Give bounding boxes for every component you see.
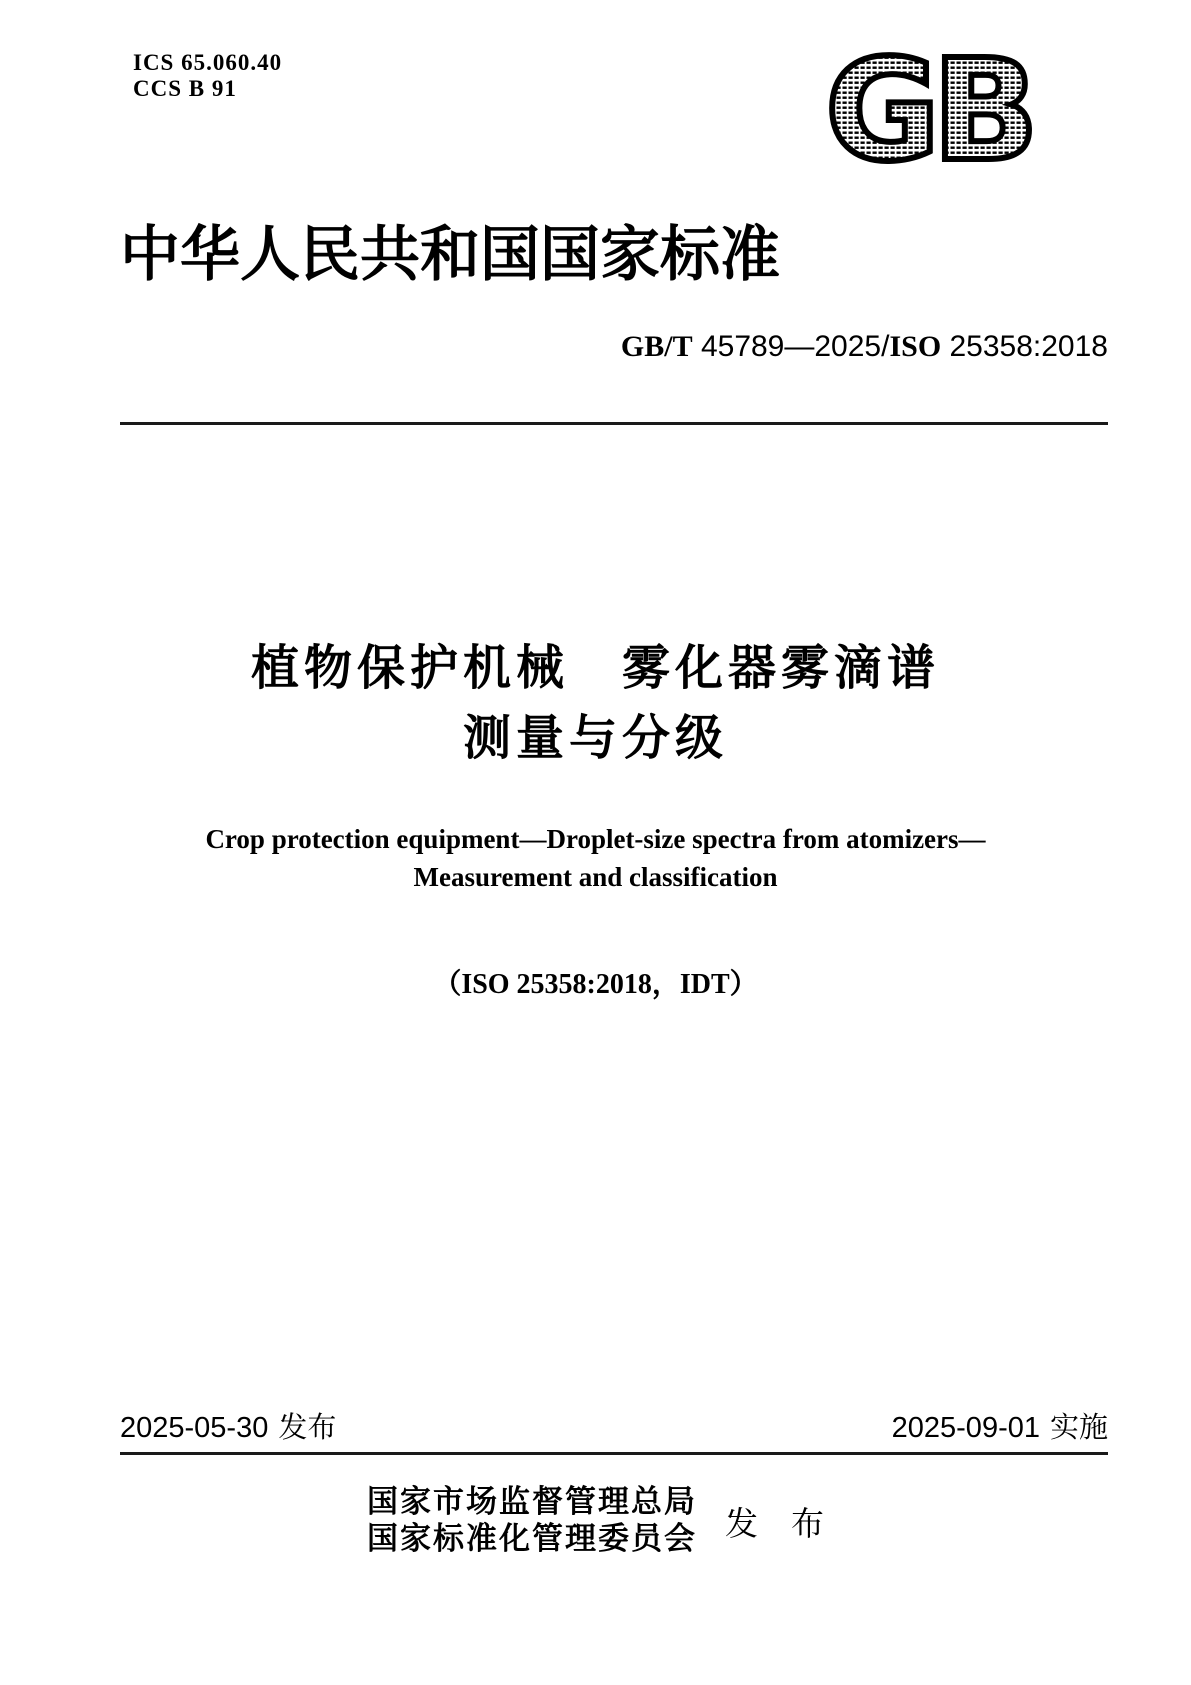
implement-date-group bbox=[892, 1412, 1108, 1445]
standard-number-iso-digits: 25358:2018 bbox=[941, 330, 1108, 363]
standard-number-iso-prefix: ISO bbox=[889, 330, 942, 363]
standard-number-gb-digits: 45789—2025/ bbox=[692, 330, 890, 363]
footer-divider-rule bbox=[120, 1452, 1108, 1455]
title-english-line1: Crop protection equipment—Droplet-size spectra from atomizers— bbox=[205, 824, 986, 854]
header-divider-rule bbox=[120, 422, 1108, 425]
dates-row bbox=[120, 1412, 1108, 1445]
release-label: 发 布 bbox=[725, 1503, 824, 1543]
publisher-block bbox=[0, 1484, 1191, 1558]
issue-date-group bbox=[120, 1412, 336, 1445]
publisher-names bbox=[367, 1484, 697, 1558]
standard-number bbox=[621, 330, 1108, 364]
title-english-line2: Measurement and classification bbox=[413, 862, 778, 892]
publisher-line1: 国家市场监督管理总局 bbox=[367, 1484, 697, 1520]
gb-logo-icon bbox=[800, 45, 1055, 180]
standard-number-gb-prefix: GB/T bbox=[620, 330, 693, 363]
ics-code: ICS 65.060.40 bbox=[133, 50, 283, 75]
iso-identity-note: （ISO 25358:2018，IDT） bbox=[433, 969, 758, 1000]
classification-codes bbox=[133, 50, 282, 102]
issue-date: 2025-05-30 bbox=[120, 1412, 269, 1444]
national-standard-banner: 中华人民共和国国家标准 bbox=[120, 220, 780, 290]
gb-logo-text: GB bbox=[825, 45, 1031, 180]
issue-label: 发布 bbox=[278, 1412, 337, 1444]
publisher-line2: 国家标准化管理委员会 bbox=[367, 1521, 697, 1557]
ccs-code: CCS B 91 bbox=[133, 76, 237, 101]
title-chinese-line1: 植物保护机械 雾化器雾滴谱 bbox=[250, 640, 940, 696]
implement-date: 2025-09-01 bbox=[891, 1412, 1040, 1444]
implement-label: 实施 bbox=[1049, 1412, 1108, 1444]
title-chinese-line2: 测量与分级 bbox=[462, 710, 728, 766]
